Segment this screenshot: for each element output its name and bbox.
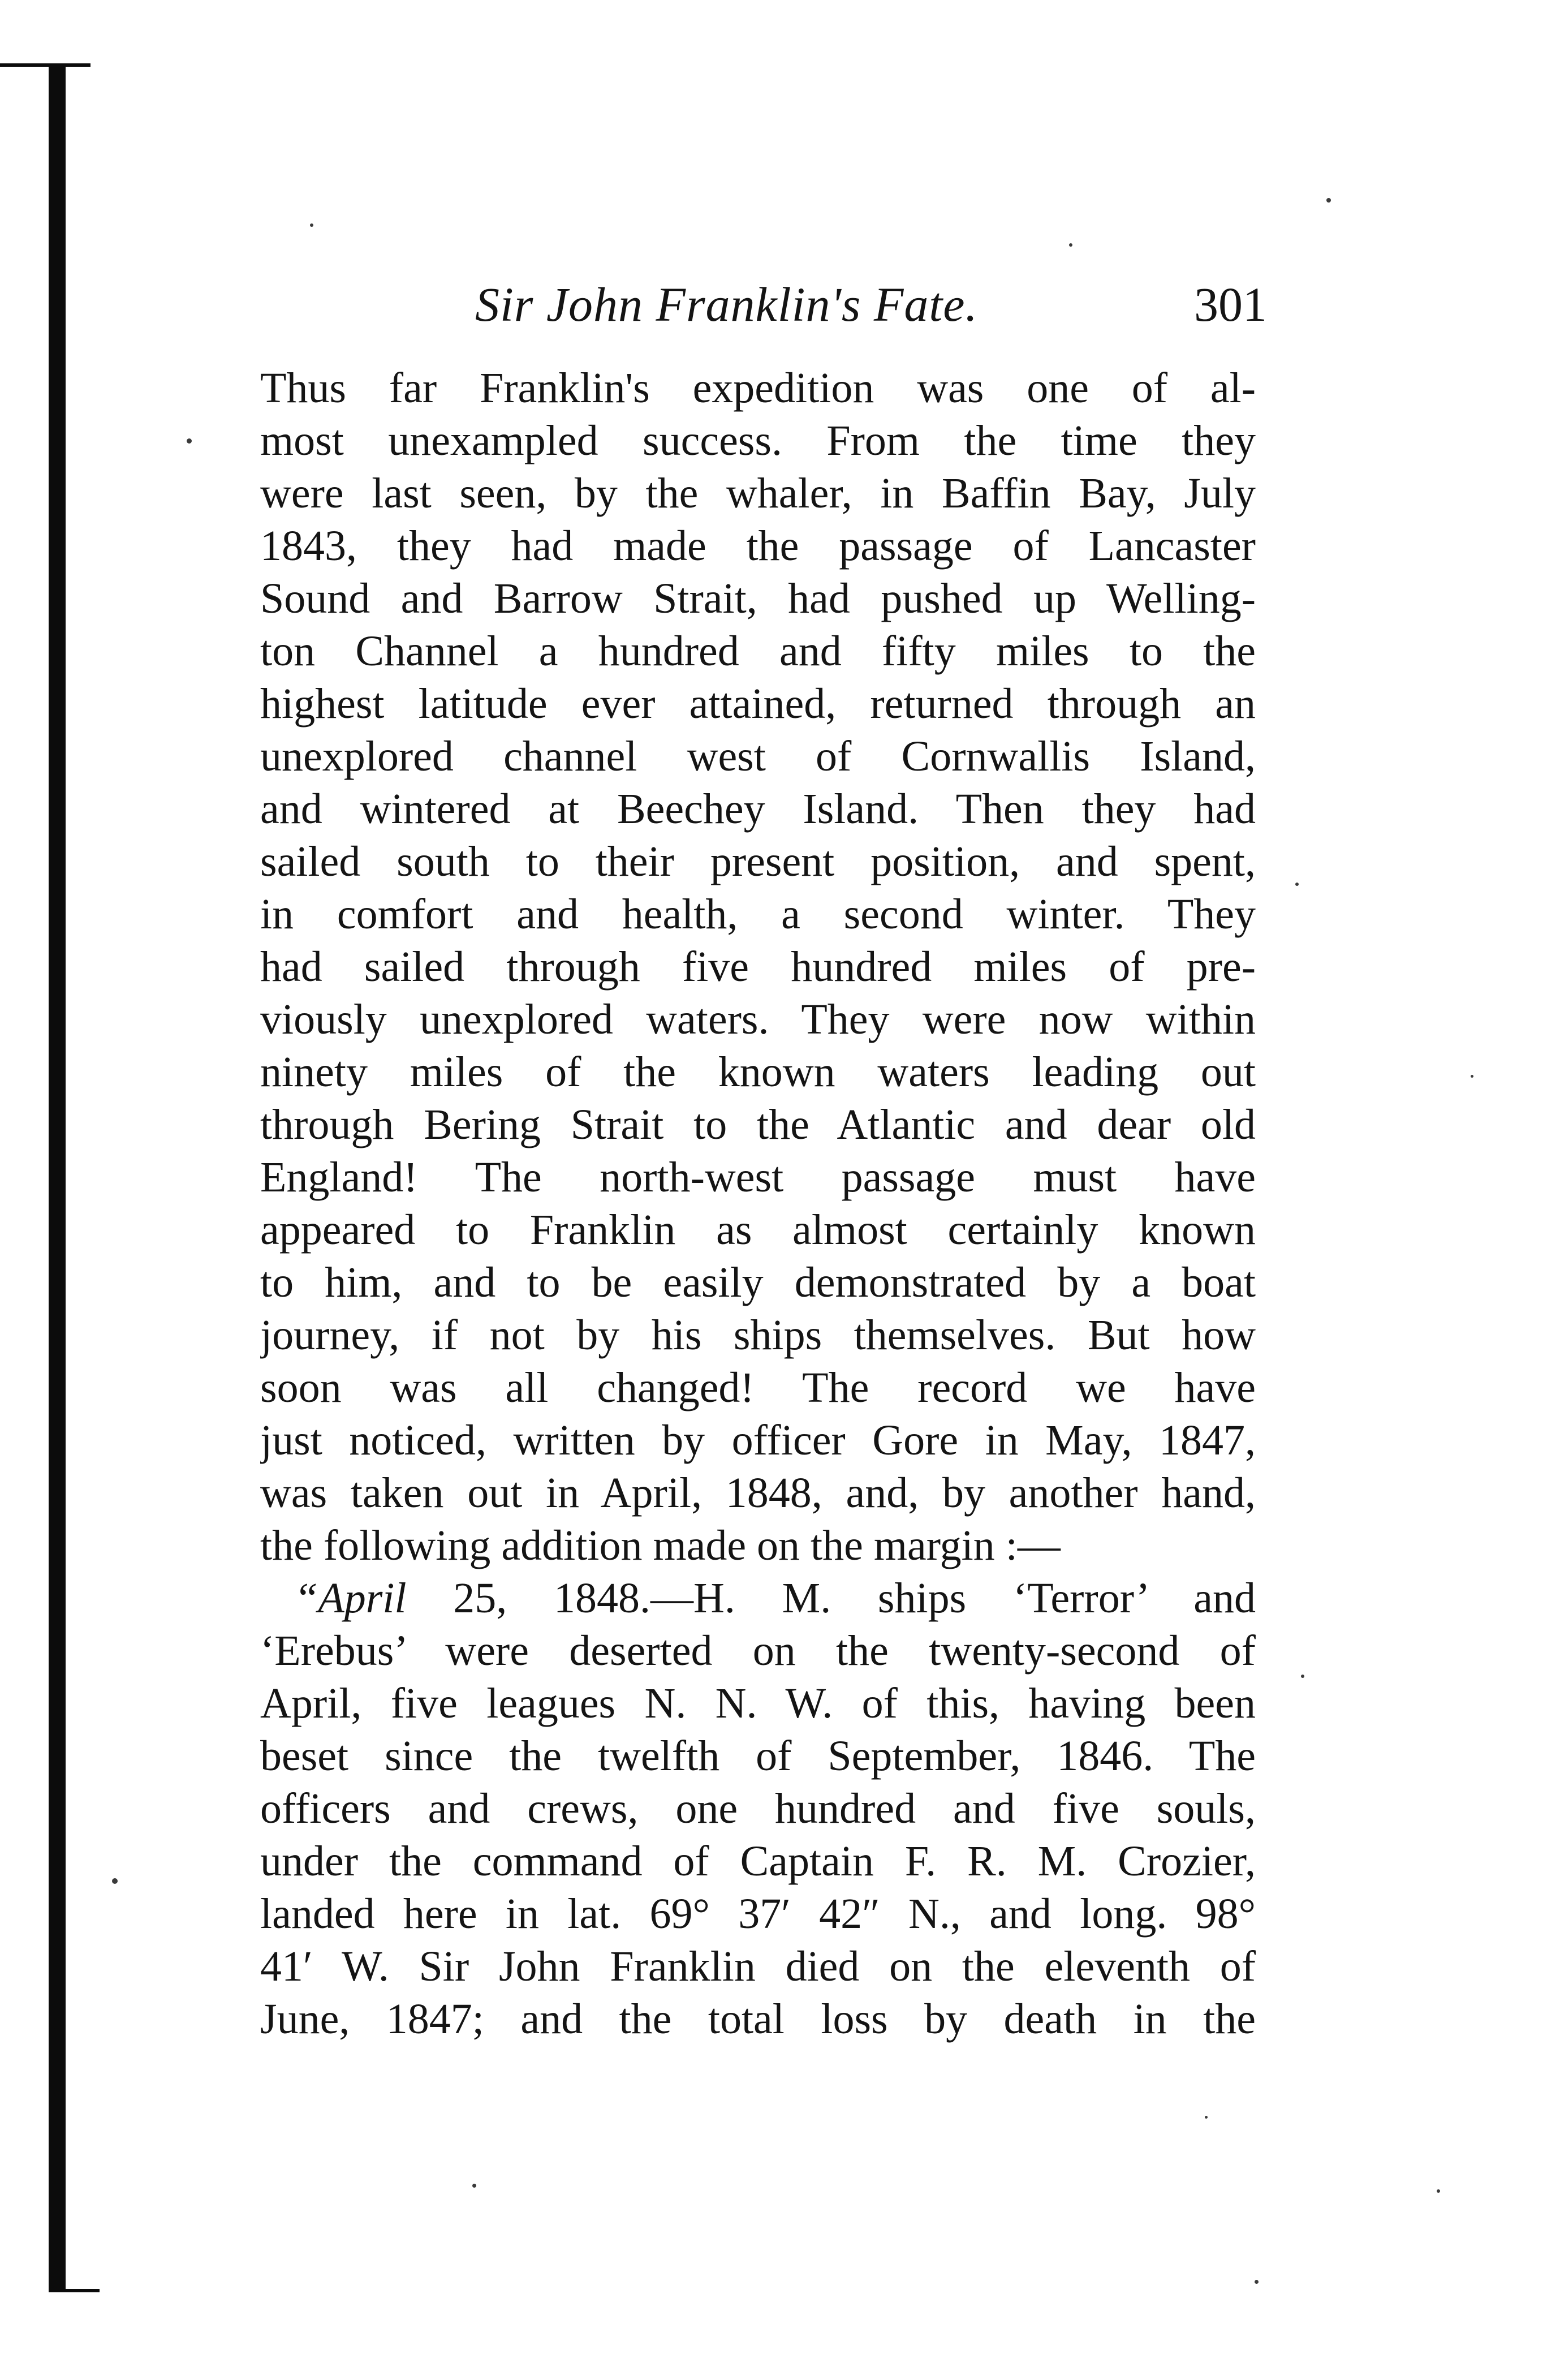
text-line: just noticed, written by officer Gore in May, 1847,: [260, 1417, 1256, 1464]
text-line: were last seen, by the whaler, in Baffin Bay, July: [260, 470, 1256, 517]
quote-line: beset since the twelfth of September, 1846. The: [260, 1732, 1256, 1780]
text-line: the following addition made on the margin :—: [260, 1522, 1061, 1569]
text-line: journey, if not by his ships themselves. But how: [260, 1311, 1256, 1359]
text-line: most unexampled success. From the time they: [260, 417, 1256, 464]
binding-edge-bottom: [49, 2289, 100, 2292]
print-speck: [1295, 883, 1299, 886]
print-speck: [1205, 2116, 1208, 2119]
print-speck: [112, 1878, 118, 1884]
print-speck: [1471, 1075, 1473, 1078]
text-line: viously unexplored waters. They were now within: [260, 996, 1256, 1043]
running-title: Sir John Franklin's Fate.: [475, 277, 978, 332]
text-line: ton Channel a hundred and fifty miles to the: [260, 627, 1256, 675]
text-line: Thus far Franklin's expedition was one of al-: [260, 364, 1256, 412]
quote-line: landed here in lat. 69° 37′ 42″ N., and long. 98°: [260, 1890, 1256, 1938]
text-line: Sound and Barrow Strait, had pushed up Welling-: [260, 575, 1256, 622]
quote-line: under the command of Captain F. R. M. Crozier,: [260, 1837, 1256, 1885]
text-line: through Bering Strait to the Atlantic and dear old: [260, 1101, 1256, 1148]
body-text: [260, 362, 1256, 2046]
quote-date-italic: “April: [294, 1574, 407, 1622]
text-line: and wintered at Beechey Island. Then they had: [260, 785, 1256, 833]
quote-first-line-rest: 25, 1848.—H. M. ships ‘Terror’ and: [406, 1574, 1256, 1622]
binding-edge: [49, 63, 66, 2292]
print-speck: [1301, 1675, 1304, 1678]
quote-line: officers and crews, one hundred and five souls,: [260, 1785, 1256, 1832]
print-speck: [187, 438, 192, 444]
quote-line: April, five leagues N. N. W. of this, having been: [260, 1680, 1256, 1727]
print-speck: [1255, 2280, 1259, 2284]
text-line: appeared to Franklin as almost certainly known: [260, 1206, 1256, 1254]
text-line: had sailed through five hundred miles of pre-: [260, 943, 1256, 991]
quote-line: 41′ W. Sir John Franklin died on the eleventh of: [260, 1943, 1256, 1990]
running-head: [260, 270, 1267, 333]
print-speck: [1326, 198, 1331, 203]
text-line: unexplored channel west of Cornwallis Island,: [260, 733, 1256, 780]
text-line: ninety miles of the known waters leading out: [260, 1048, 1256, 1096]
binding-edge-top: [0, 63, 91, 67]
text-line: sailed south to their present position, and spent,: [260, 838, 1256, 885]
text-line: soon was all changed! The record we have: [260, 1364, 1256, 1411]
print-speck: [1069, 243, 1072, 247]
text-line: to him, and to be easily demonstrated by a boat: [260, 1259, 1256, 1306]
text-line: highest latitude ever attained, returned through an: [260, 680, 1256, 728]
text-line: England! The north-west passage must have: [260, 1154, 1256, 1201]
text-line: in comfort and health, a second winter. They: [260, 890, 1256, 938]
print-speck: [472, 2184, 476, 2188]
quote-line: ‘Erebus’ were deserted on the twenty-second of: [260, 1627, 1256, 1675]
page-number: 301: [1194, 277, 1267, 332]
print-speck: [310, 223, 313, 227]
text-line: 1843, they had made the passage of Lancaster: [260, 522, 1256, 570]
text-line: was taken out in April, 1848, and, by another hand,: [260, 1469, 1256, 1517]
print-speck: [1437, 2189, 1440, 2193]
quote-line: June, 1847; and the total loss by death in the: [260, 1995, 1256, 2043]
quote-first-line: [260, 1572, 1256, 1625]
